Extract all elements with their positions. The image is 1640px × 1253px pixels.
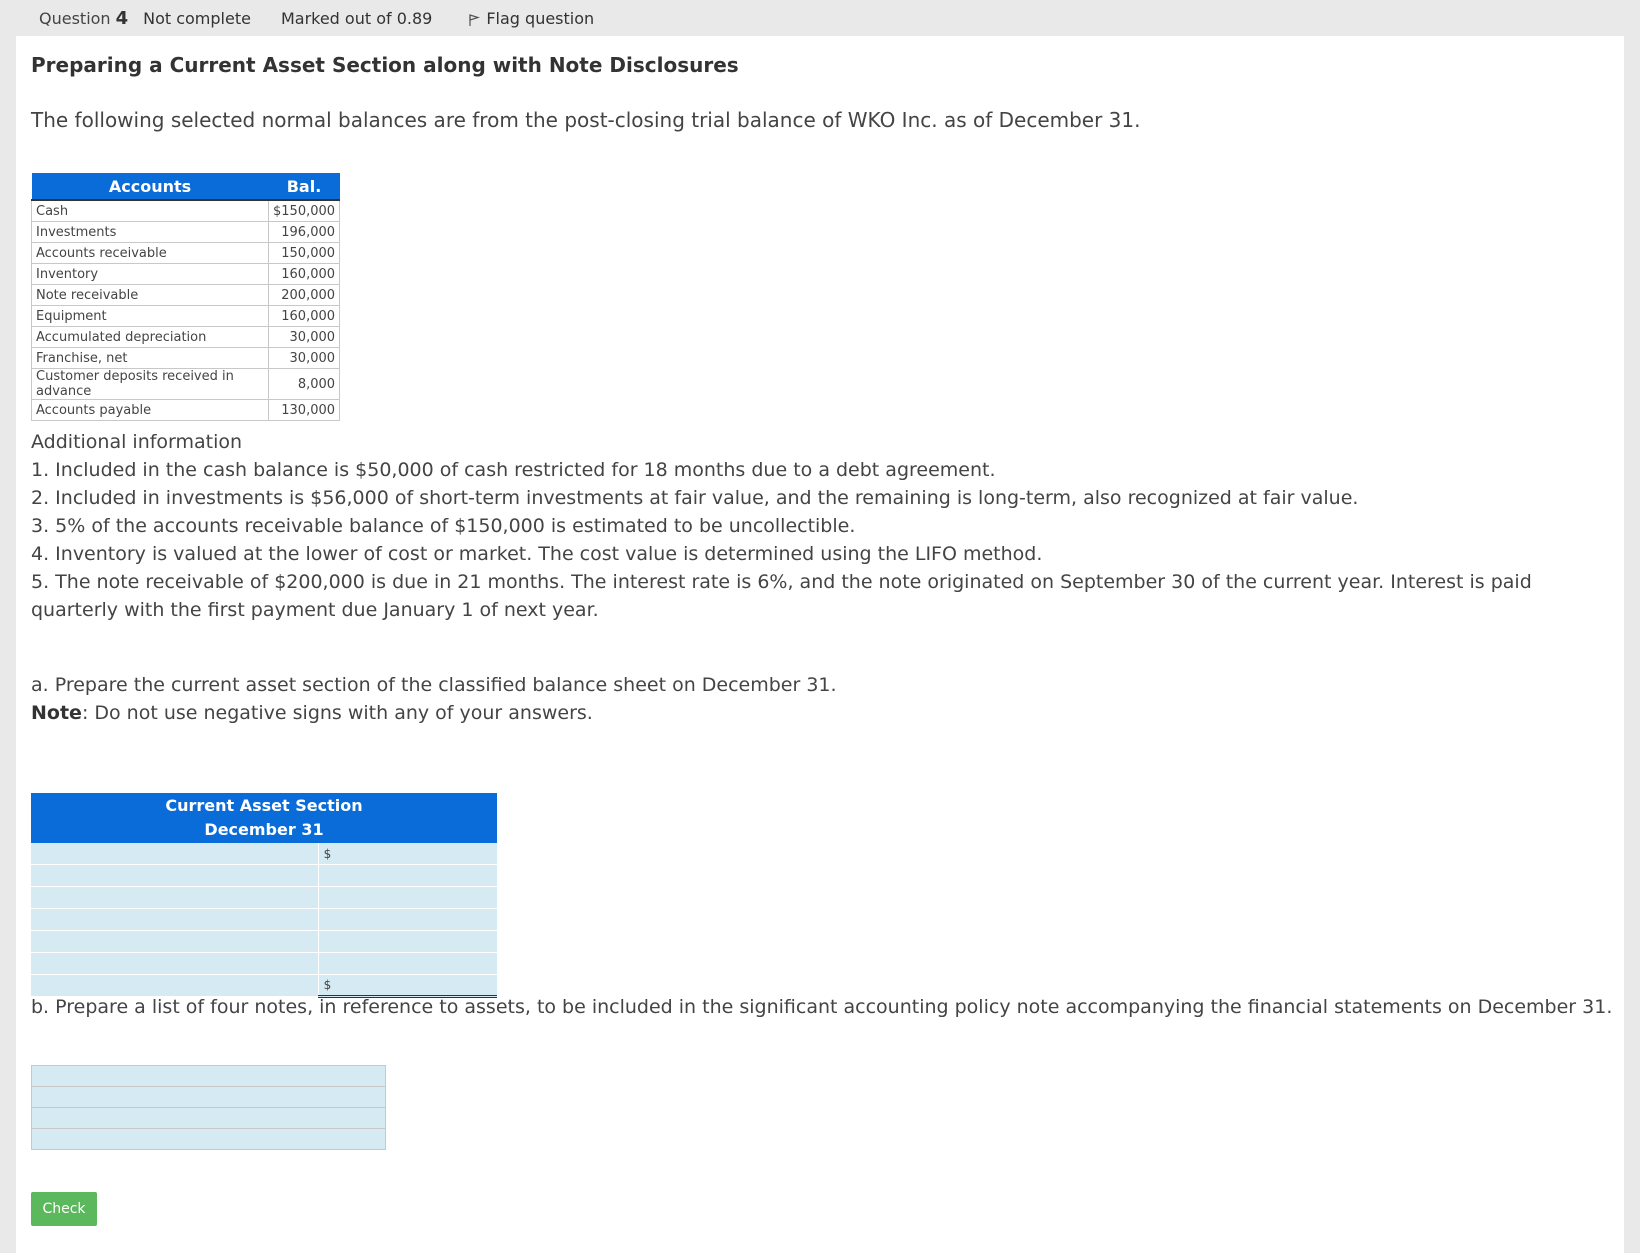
additional-info-item: 5. The note receivable of $200,000 is due in 21 months. The interest rate is 6%, and the note originated on September 30 of the current year. Interest is paid quarterly with the first payment due January 1 of next year. [31,571,1532,621]
amount-input[interactable] [318,843,497,865]
part-a-note [31,699,837,727]
account-balance: 130,000 [269,400,340,421]
account-name: Customer deposits received in advance [32,369,269,400]
table-row [32,1087,386,1108]
dollar-sign: $ [323,978,332,992]
total-amount-input[interactable] [318,975,497,997]
flag-question-link[interactable] [468,9,594,28]
question-content [16,36,1624,1253]
note-select[interactable] [32,1087,386,1108]
line-item-select[interactable] [31,843,318,865]
additional-info-item: 3. 5% of the accounts receivable balance of $150,000 is estimated to be uncollectible. [31,515,856,537]
current-asset-section-table [31,793,497,998]
account-balance: 200,000 [269,285,340,306]
note-select[interactable] [32,1066,386,1087]
table-row [31,931,497,953]
account-balance: 30,000 [269,327,340,348]
table-title: Current Asset Section [165,796,363,815]
table-row [31,843,497,865]
additional-info-item: 2. Included in investments is $56,000 of short-term investments at fair value, and the remaining is long-term, also recognized at fair value. [31,487,1359,509]
account-name: Inventory [32,264,269,285]
account-balance: 8,000 [269,369,340,400]
table-row [32,327,340,348]
line-item-select[interactable] [31,865,318,887]
part-a-instruction: a. Prepare the current asset section of the classified balance sheet on December 31. [31,674,837,696]
amount-input[interactable] [318,865,497,887]
account-balance: 160,000 [269,306,340,327]
total-label-select[interactable] [31,975,318,997]
additional-info-item: 4. Inventory is valued at the lower of cost or market. The cost value is determined using the LIFO method. [31,543,1043,565]
account-balance: 160,000 [269,264,340,285]
line-item-select[interactable] [31,953,318,975]
question-number: 4 [115,7,129,29]
note-text: : Do not use negative signs with any of your answers. [81,702,593,724]
account-name: Accounts receivable [32,243,269,264]
flag-question-label: Flag question [486,8,595,28]
table-row [32,1066,386,1087]
line-item-select[interactable] [31,887,318,909]
account-name: Franchise, net [32,348,269,369]
table-row [31,887,497,909]
amount-input[interactable] [318,953,497,975]
additional-info-item: 1. Included in the cash balance is $50,000 of cash restricted for 18 months due to a debt agreement. [31,459,996,481]
part-b-instruction: b. Prepare a list of four notes, in reference to assets, to be included in the significant accounting policy note accompanying the financial statements on December 31. [31,996,1613,1018]
account-name: Cash [32,200,269,222]
table-row [32,369,340,400]
note-select[interactable] [32,1108,386,1129]
check-button[interactable]: Check [31,1192,97,1226]
table-row [32,222,340,243]
additional-info-heading: Additional information [31,431,243,453]
account-name: Accounts payable [32,400,269,421]
dollar-sign: $ [323,846,332,861]
table-row [32,285,340,306]
question-title: Preparing a Current Asset Section along with Note Disclosures [31,53,739,77]
accounts-header: Accounts [32,173,269,200]
table-row [32,1108,386,1129]
question-intro: The following selected normal balances are from the post-closing trial balance of WKO Inc. as of December 31. [31,108,1141,132]
total-row [31,975,497,997]
table-row [31,865,497,887]
note-label: Note [31,702,82,724]
question-label: Question [39,8,111,28]
table-date: December 31 [204,820,324,839]
question-status: Not complete [143,8,251,28]
current-asset-section-header [31,793,497,843]
account-name: Investments [32,222,269,243]
table-row [32,264,340,285]
table-row [31,909,497,931]
account-name: Equipment [32,306,269,327]
account-name: Accumulated depreciation [32,327,269,348]
table-row [32,400,340,421]
notes-table [31,1065,386,1150]
part-a-instructions [31,671,837,727]
table-row [32,306,340,327]
table-row [32,348,340,369]
flag-icon [468,13,480,27]
line-item-select[interactable] [31,909,318,931]
line-item-select[interactable] [31,931,318,953]
balance-header: Bal. [269,173,340,200]
account-balance: 150,000 [269,243,340,264]
amount-input[interactable] [318,909,497,931]
amount-input[interactable] [318,931,497,953]
question-info-bar [16,0,1624,36]
note-select[interactable] [32,1129,386,1150]
additional-information [31,428,1621,624]
account-balance: 196,000 [269,222,340,243]
account-balance: 30,000 [269,348,340,369]
table-row [32,1129,386,1150]
account-balance: $150,000 [269,200,340,222]
amount-input[interactable] [318,887,497,909]
table-row [32,200,340,222]
accounts-table [31,173,340,421]
account-name: Note receivable [32,285,269,306]
question-marks: Marked out of 0.89 [280,8,433,28]
table-row [32,243,340,264]
table-row [31,953,497,975]
